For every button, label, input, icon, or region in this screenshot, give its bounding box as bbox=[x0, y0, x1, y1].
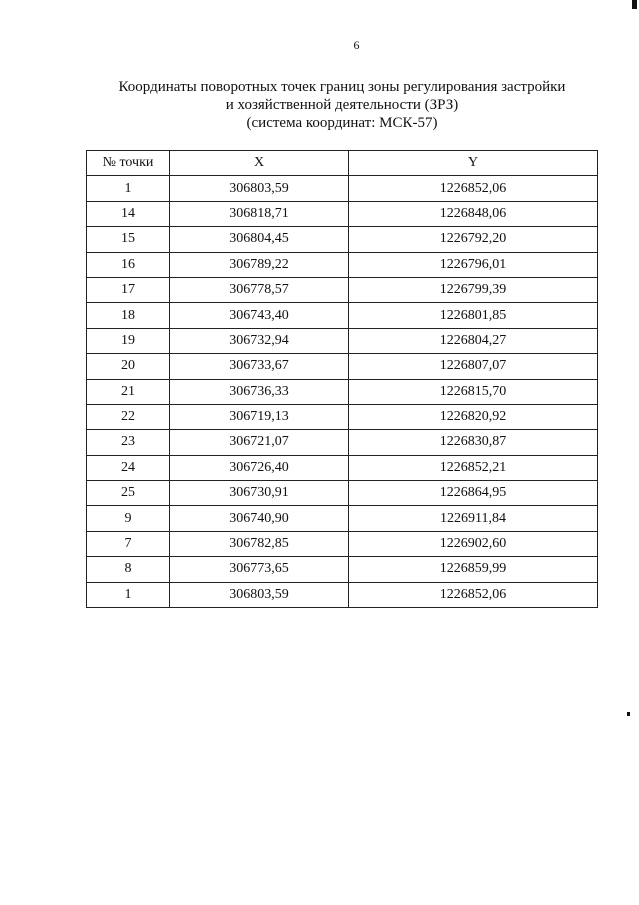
cell-x: 306818,71 bbox=[170, 201, 349, 226]
table-row bbox=[87, 328, 598, 353]
cell-y: 1226830,87 bbox=[349, 430, 598, 455]
cell-point: 25 bbox=[87, 481, 170, 506]
cell-y: 1226852,21 bbox=[349, 455, 598, 480]
scan-artifact-mark bbox=[632, 0, 637, 9]
cell-point: 21 bbox=[87, 379, 170, 404]
cell-y: 1226799,39 bbox=[349, 277, 598, 302]
cell-point: 1 bbox=[87, 582, 170, 607]
cell-x: 306732,94 bbox=[170, 328, 349, 353]
cell-point: 9 bbox=[87, 506, 170, 531]
cell-x: 306719,13 bbox=[170, 404, 349, 429]
cell-point: 8 bbox=[87, 557, 170, 582]
cell-point: 15 bbox=[87, 227, 170, 252]
table-body bbox=[87, 176, 598, 608]
table-row bbox=[87, 227, 598, 252]
cell-point: 17 bbox=[87, 277, 170, 302]
cell-x: 306736,33 bbox=[170, 379, 349, 404]
cell-y: 1226848,06 bbox=[349, 201, 598, 226]
cell-point: 7 bbox=[87, 531, 170, 556]
coordinates-table bbox=[86, 150, 598, 608]
cell-y: 1226859,99 bbox=[349, 557, 598, 582]
cell-point: 20 bbox=[87, 354, 170, 379]
cell-x: 306804,45 bbox=[170, 227, 349, 252]
cell-x: 306721,07 bbox=[170, 430, 349, 455]
header-row bbox=[87, 151, 598, 176]
cell-point: 16 bbox=[87, 252, 170, 277]
title-line-3: (система координат: МСК-57) bbox=[246, 115, 438, 131]
table-row bbox=[87, 430, 598, 455]
cell-x: 306740,90 bbox=[170, 506, 349, 531]
table-row bbox=[87, 303, 598, 328]
table-row bbox=[87, 531, 598, 556]
cell-point: 1 bbox=[87, 176, 170, 201]
cell-x: 306778,57 bbox=[170, 277, 349, 302]
header-point-number: № точки bbox=[87, 151, 170, 176]
cell-y: 1226852,06 bbox=[349, 582, 598, 607]
table-header bbox=[87, 151, 598, 176]
header-y: Y bbox=[349, 151, 598, 176]
cell-point: 14 bbox=[87, 201, 170, 226]
scan-artifact-dot bbox=[627, 712, 630, 716]
cell-y: 1226796,01 bbox=[349, 252, 598, 277]
title-line-2: и хозяйственной деятельности (ЗРЗ) bbox=[225, 97, 459, 113]
table-row bbox=[87, 481, 598, 506]
header-x: X bbox=[170, 151, 349, 176]
table-row bbox=[87, 176, 598, 201]
cell-x: 306803,59 bbox=[170, 582, 349, 607]
cell-x: 306733,67 bbox=[170, 354, 349, 379]
cell-y: 1226801,85 bbox=[349, 303, 598, 328]
cell-y: 1226911,84 bbox=[349, 506, 598, 531]
table-row bbox=[87, 277, 598, 302]
cell-x: 306726,40 bbox=[170, 455, 349, 480]
cell-y: 1226864,95 bbox=[349, 481, 598, 506]
page-number: 6 bbox=[353, 38, 360, 52]
table-row bbox=[87, 404, 598, 429]
cell-y: 1226815,70 bbox=[349, 379, 598, 404]
cell-y: 1226792,20 bbox=[349, 227, 598, 252]
table-row bbox=[87, 379, 598, 404]
table-row bbox=[87, 506, 598, 531]
cell-x: 306743,40 bbox=[170, 303, 349, 328]
cell-point: 18 bbox=[87, 303, 170, 328]
table-row bbox=[87, 252, 598, 277]
cell-point: 19 bbox=[87, 328, 170, 353]
table-row bbox=[87, 455, 598, 480]
cell-point: 23 bbox=[87, 430, 170, 455]
cell-x: 306789,22 bbox=[170, 252, 349, 277]
table-row bbox=[87, 201, 598, 226]
table-row bbox=[87, 354, 598, 379]
table-row bbox=[87, 582, 598, 607]
title-line-1: Координаты поворотных точек границ зоны регулирования застройки bbox=[118, 79, 566, 95]
cell-point: 22 bbox=[87, 404, 170, 429]
cell-y: 1226852,06 bbox=[349, 176, 598, 201]
table-row bbox=[87, 557, 598, 582]
cell-y: 1226902,60 bbox=[349, 531, 598, 556]
cell-x: 306773,65 bbox=[170, 557, 349, 582]
cell-x: 306803,59 bbox=[170, 176, 349, 201]
cell-y: 1226820,92 bbox=[349, 404, 598, 429]
cell-y: 1226804,27 bbox=[349, 328, 598, 353]
cell-point: 24 bbox=[87, 455, 170, 480]
cell-x: 306782,85 bbox=[170, 531, 349, 556]
cell-y: 1226807,07 bbox=[349, 354, 598, 379]
document-title bbox=[86, 78, 598, 132]
cell-x: 306730,91 bbox=[170, 481, 349, 506]
